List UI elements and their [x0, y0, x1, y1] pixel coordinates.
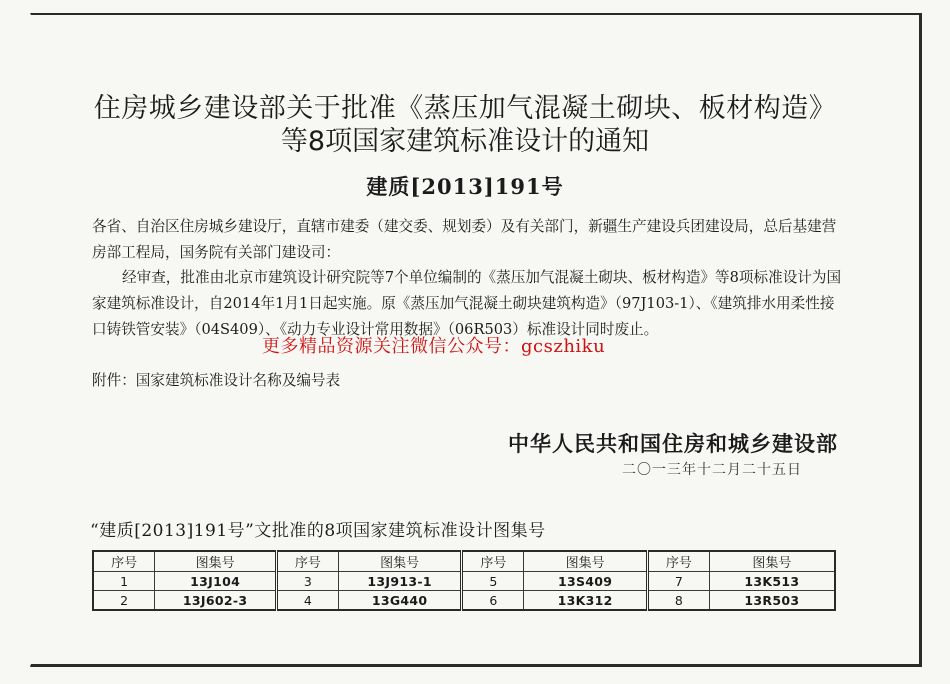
- table-cell-index: 2: [93, 591, 155, 611]
- table-cell-index: 4: [276, 591, 338, 611]
- header-index: 序号: [276, 551, 338, 572]
- table-title: “建质[2013]191号”文批准的8项国家建筑标准设计图集号: [90, 521, 546, 541]
- approval-paragraph: 经审查，批准由北京市建筑设计研究院等7个单位编制的《蒸压加气混凝土砌块、板材构造》等8项标准设计为国家建筑标准设计，自2014年1月1日起实施。原《蒸压加气混凝土砌块建筑构造》（97J103-1）、《建筑排水用柔性接口铸铁管安装》（04S409）、《动力专业设计常用数据》（06R503）标准设计同时废止。: [92, 269, 842, 338]
- table-cell-index: 3: [276, 572, 338, 591]
- header-index: 序号: [647, 551, 709, 572]
- table-cell-atlas: 13R503: [709, 591, 835, 611]
- table-cell-atlas: 13J104: [155, 572, 277, 591]
- header-index: 序号: [93, 551, 155, 572]
- header-atlas-number: 图集号: [155, 551, 277, 572]
- issuer: 中华人民共和国住房和城乡建设部: [508, 432, 838, 456]
- header-atlas-number: 图集号: [338, 551, 462, 572]
- issue-date: 二〇一三年十二月二十五日: [622, 462, 802, 478]
- table-cell-index: 7: [647, 572, 709, 591]
- header-atlas-number: 图集号: [709, 551, 835, 572]
- table-cell-index: 5: [462, 572, 524, 591]
- table-cell-atlas: 13J602-3: [155, 591, 277, 611]
- notice-title-line2: 等8项国家建筑标准设计的通知: [280, 126, 650, 157]
- table-header-row: [93, 551, 835, 572]
- table-cell-index: 8: [647, 591, 709, 611]
- watermark-text: 更多精品资源关注微信公众号：gcszhiku: [262, 336, 606, 357]
- header-index: 序号: [462, 551, 524, 572]
- table-cell-atlas: 13G440: [338, 591, 462, 611]
- addressees-paragraph: 各省、自治区住房城乡建设厅，直辖市建委（建交委、规划委）及有关部门，新疆生产建设兵团建设局，总后基建营房部工程局，国务院有关部门建设司：: [92, 218, 837, 261]
- table-cell-index: 1: [93, 572, 155, 591]
- table-row: [93, 591, 835, 611]
- table-cell-atlas: 13K312: [524, 591, 648, 611]
- attachment-line: 附件：国家建筑标准设计名称及编号表: [92, 372, 341, 389]
- table-row: [93, 572, 835, 591]
- table-cell-atlas: 13K513: [709, 572, 835, 591]
- header-atlas-number: 图集号: [524, 551, 648, 572]
- table-cell-atlas: 13S409: [524, 572, 648, 591]
- notice-title-line1: 住房城乡建设部关于批准《蒸压加气混凝土砌块、板材构造》: [93, 93, 837, 124]
- table-cell-atlas: 13J913-1: [338, 572, 462, 591]
- atlas-number-table: [92, 550, 836, 611]
- document-number: 建质[2013]191号: [366, 174, 564, 199]
- table-cell-index: 6: [462, 591, 524, 611]
